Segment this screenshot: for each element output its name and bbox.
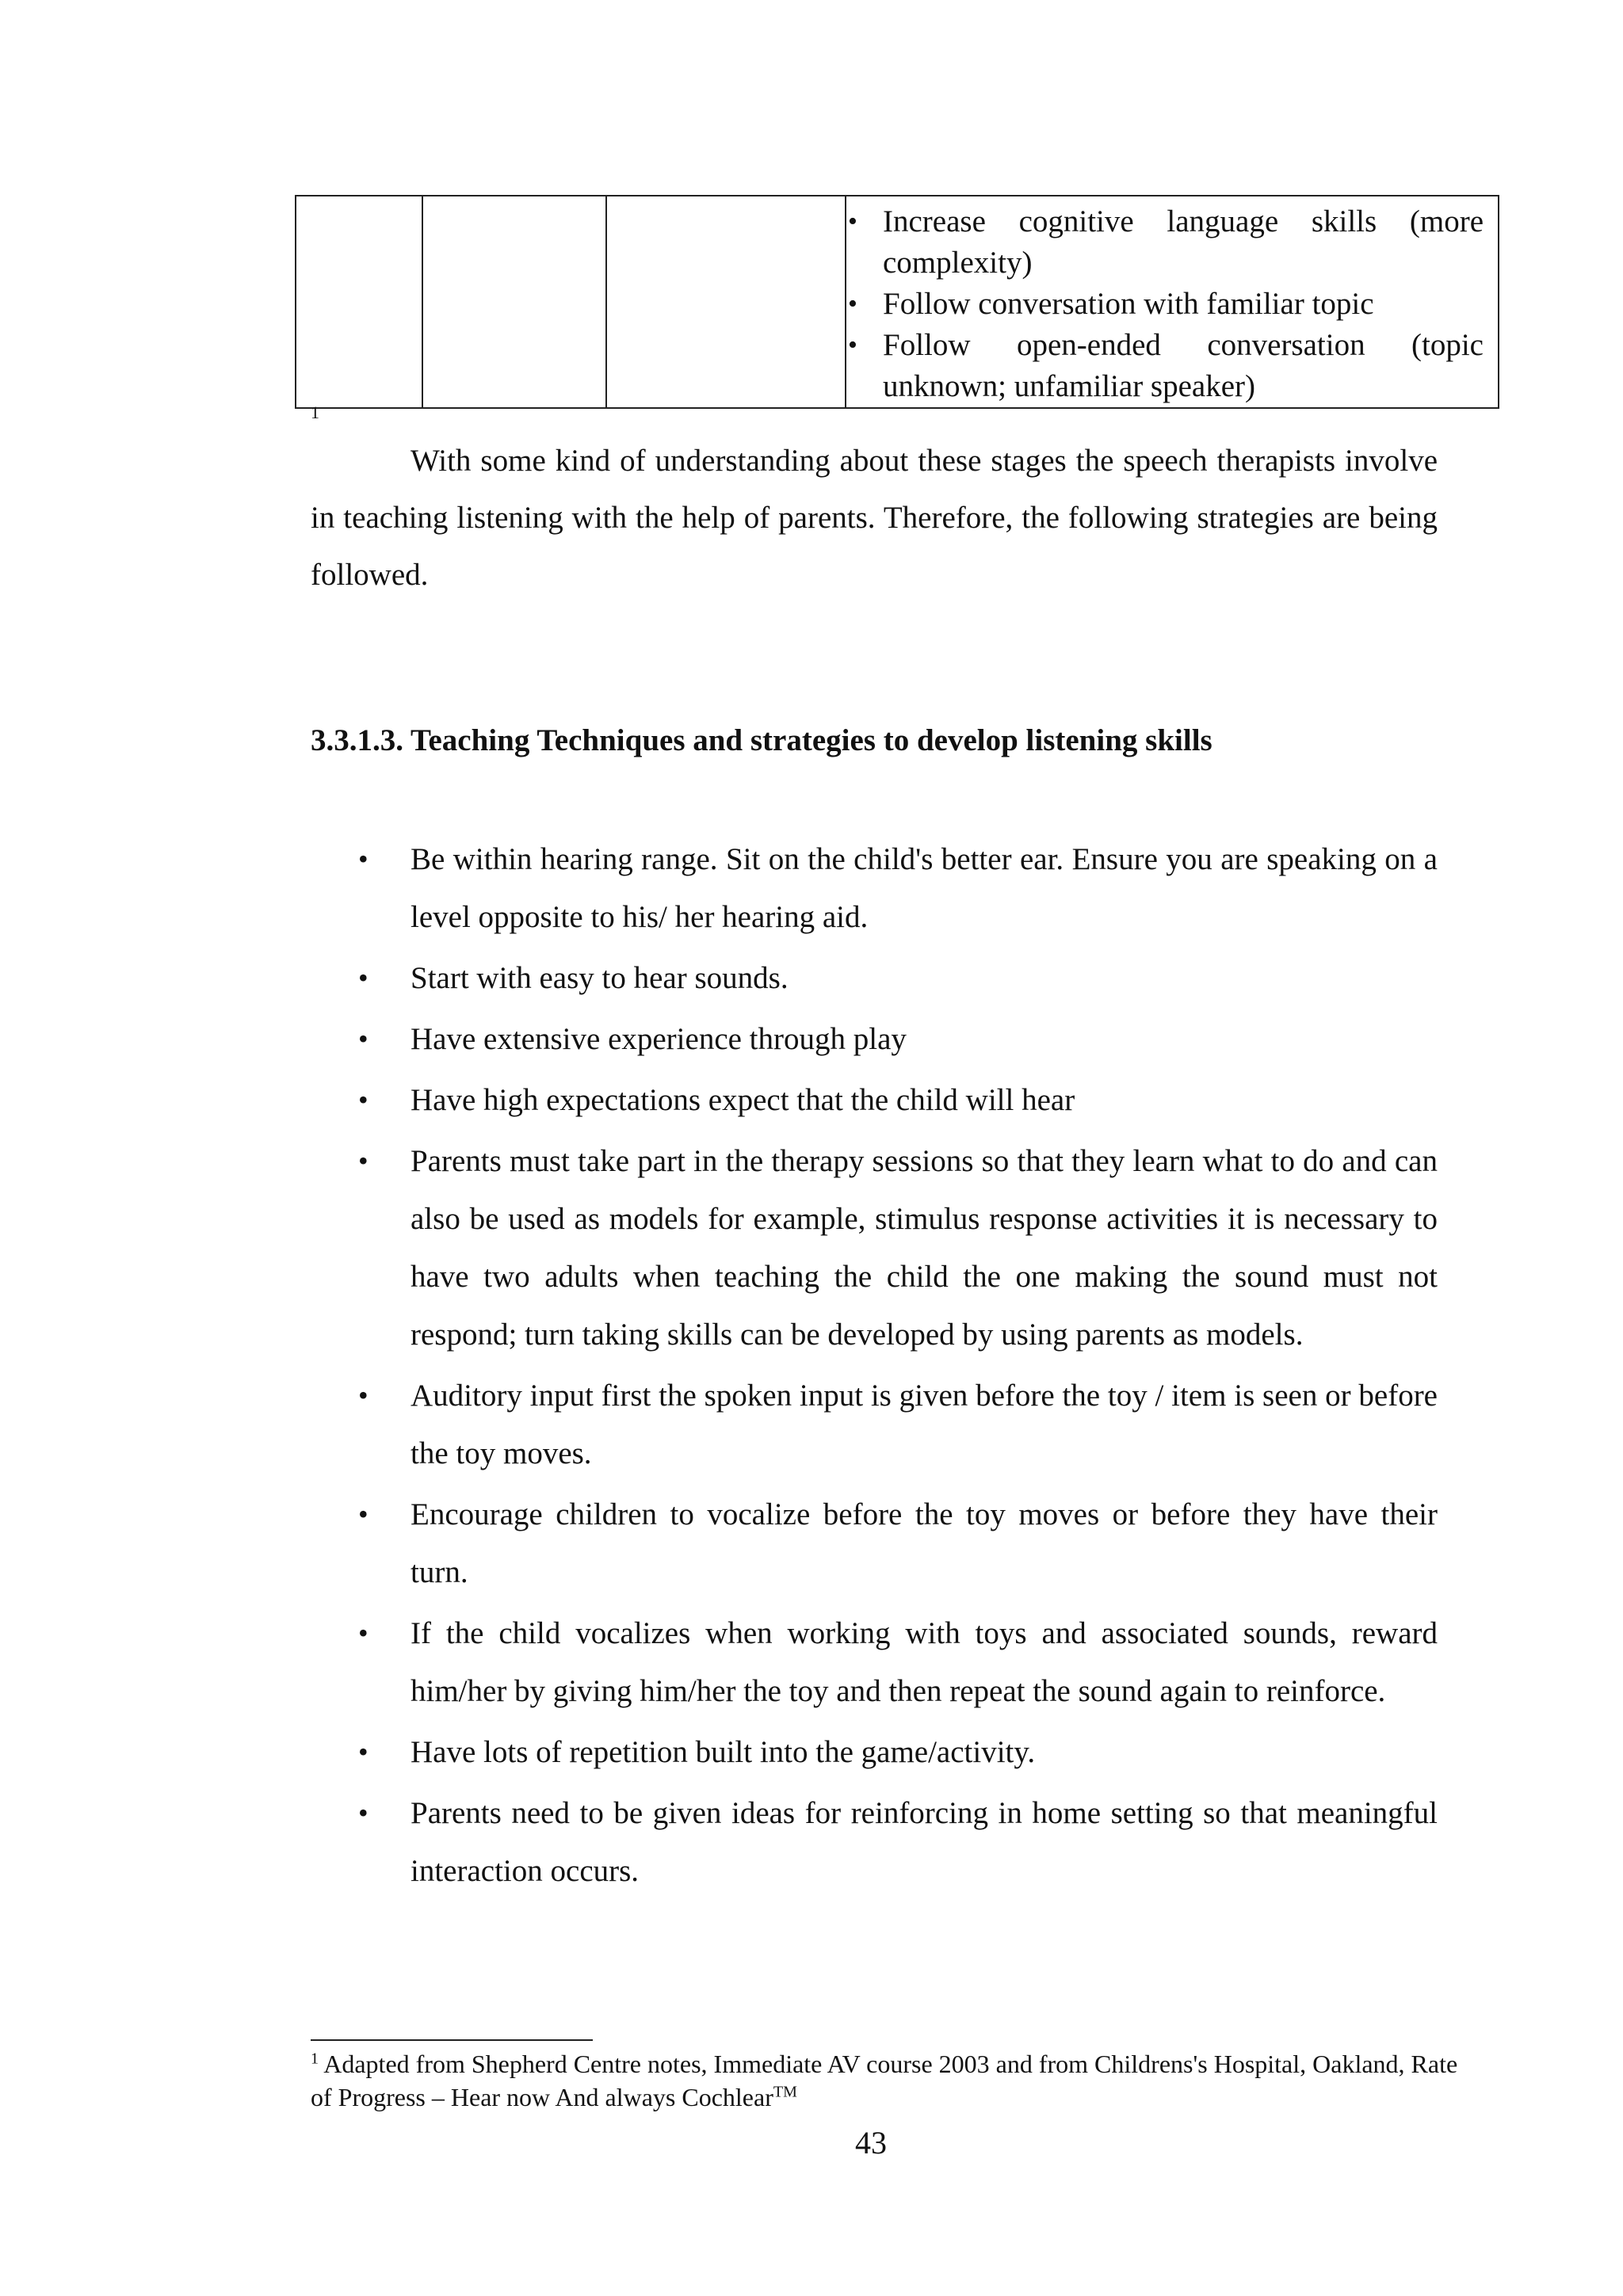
- intro-paragraph: With some kind of understanding about these stages the speech therapists involve in teaching listening with the help of parents. Therefore, the following strategies are being followed.: [311, 444, 1438, 592]
- footnote-number: 1: [311, 2050, 319, 2068]
- trademark-mark: TM: [773, 2083, 797, 2101]
- stages-table-continuation: [295, 195, 1499, 409]
- table-cell-skills: [846, 196, 1499, 408]
- section-heading: 3.3.1.3. Teaching Techniques and strategies to develop listening skills: [311, 723, 1212, 757]
- table-row: [296, 196, 1499, 408]
- list-item: • If the child vocalizes when working with toys and associated sounds, reward him/her by giving him/her the toy and then repeat the sound again to reinforce.: [311, 1604, 1438, 1720]
- list-item: • Start with easy to hear sounds.: [311, 949, 1438, 1007]
- list-item: • Follow conversation with familiar topic: [883, 284, 1484, 325]
- table-cell: [422, 196, 606, 408]
- list-item: • Encourage children to vocalize before the toy moves or before they have their turn.: [311, 1486, 1438, 1601]
- list-item: • Follow open-ended conversation (topic unknown; unfamiliar speaker): [883, 325, 1484, 407]
- list-item: • Auditory input first the spoken input is given before the toy / item is seen or before the toy moves.: [311, 1367, 1438, 1482]
- list-item: • Have lots of repetition built into the game/activity.: [311, 1723, 1438, 1781]
- table-cell: [296, 196, 422, 408]
- footnote-divider: [311, 2039, 593, 2041]
- list-item: • Parents must take part in the therapy sessions so that they learn what to do and can also be used as models for example, stimulus response activities it is necessary to have two adults when teaching the child the one making the sound must not respond; turn taking skills can be developed by using parents as models.: [311, 1132, 1438, 1363]
- list-item: • Have extensive experience through play: [311, 1010, 1438, 1068]
- footnote: [311, 2047, 1484, 2114]
- page-number: 43: [855, 2125, 887, 2161]
- list-item: • Be within hearing range. Sit on the child's better ear. Ensure you are speaking on a level opposite to his/ her hearing aid.: [311, 830, 1438, 946]
- skills-list: [846, 196, 1498, 407]
- strategies-list: [311, 830, 1438, 1903]
- list-item: • Parents need to be given ideas for reinforcing in home setting so that meaningful interaction occurs.: [311, 1784, 1438, 1900]
- list-item: • Increase cognitive language skills (more complexity): [883, 201, 1484, 284]
- table-footnote-marker: 1: [311, 402, 319, 422]
- footnote-text: Adapted from Shepherd Centre notes, Immediate AV course 2003 and from Childrens's Hospital, Oakland, Rate of Progress – Hear now And always Cochlear: [311, 2050, 1458, 2111]
- table-cell: [606, 196, 846, 408]
- list-item: • Have high expectations expect that the child will hear: [311, 1071, 1438, 1129]
